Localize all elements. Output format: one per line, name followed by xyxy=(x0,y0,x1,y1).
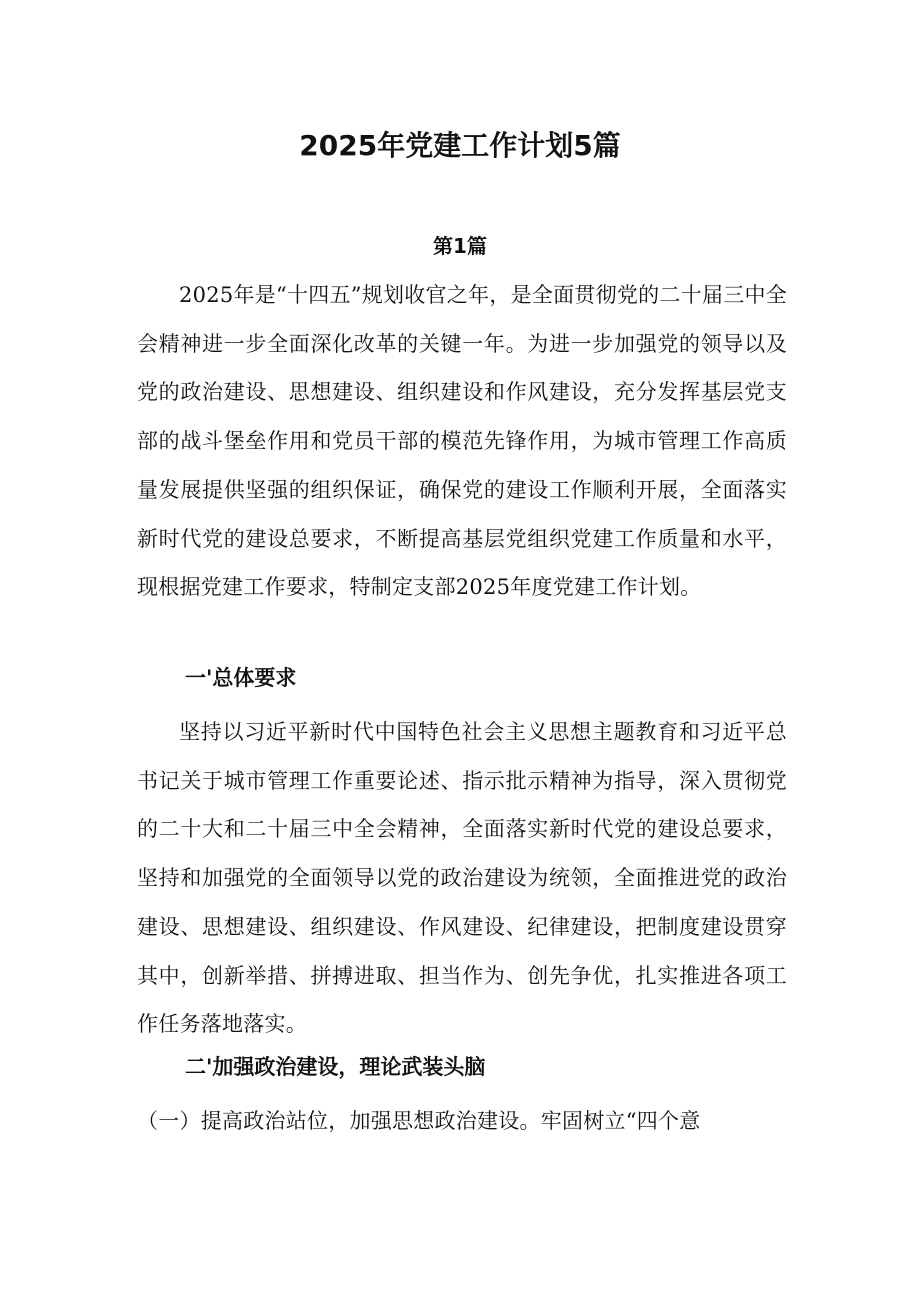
paragraph-general-requirements: 坚持以习近平新时代中国特色社会主义思想主题教育和习近平总书记关于城市管理工作重要论述、指示批示精神为指导，深入贯彻党的二十大和二十届三中全会精神，全面落实新时代党的建设总要求，坚持和加强党的全面领导以党的政治建设为统领，全面推进党的政治建设、思想建设、组织建设、作风建设、纪律建设，把制度建设贯穿其中，创新举措、拼搏进取、担当作为、创先争优，扎实推进各项工作任务落地落实。 xyxy=(137,720,787,1037)
section-title: 第1篇 xyxy=(433,234,487,258)
heading-political-construction: 二'加强政治建设，理论武装头脑 xyxy=(185,1055,486,1079)
document-title: 2025年党建工作计划5篇 xyxy=(299,129,621,162)
paragraph-intro: 2025年是“十四五”规划收官之年，是全面贯彻党的二十届三中全会精神进一步全面深化改革的关键一年。为进一步加强党的领导以及党的政治建设、思想建设、组织建设和作风建设，充分发挥基层党支部的战斗堡垒作用和党员干部的模范先锋作用，为城市管理工作高质量发展提供坚强的组织保证，确保党的建设工作顺利开展，全面落实新时代党的建设总要求，不断提高基层党组织党建工作质量和水平，现根据党建工作要求，特制定支部2025年度党建工作计划。 xyxy=(137,283,787,600)
heading-general-requirements: 一'总体要求 xyxy=(185,666,297,690)
paragraph-item-1: （一）提高政治站位，加强思想政治建设。牢固树立“四个意 xyxy=(137,1109,701,1133)
